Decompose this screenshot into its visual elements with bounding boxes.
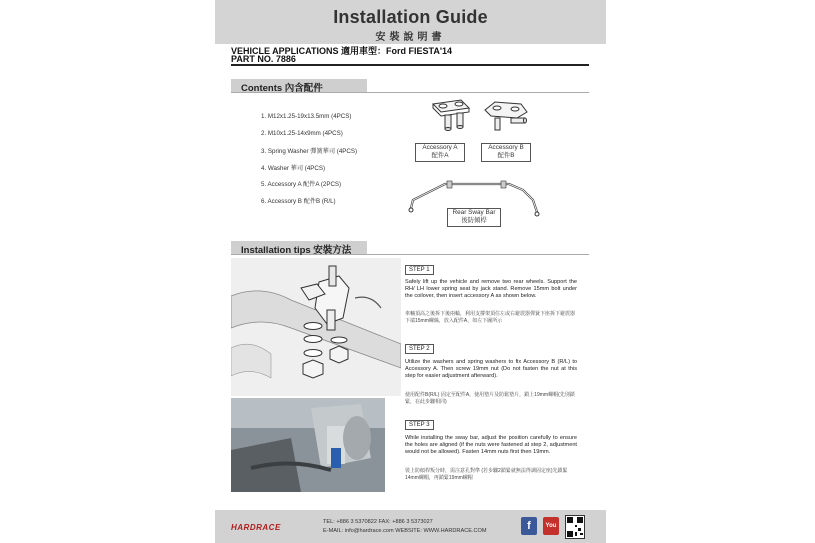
page-title: Installation Guide (333, 7, 488, 27)
sway-bar-en: Rear Sway Bar (452, 209, 496, 216)
contact-tel-fax: TEL: +886 3 5370822 FAX: +886 3 5373027 (323, 519, 433, 525)
qr-code-icon[interactable] (565, 515, 585, 539)
list-item: 1. M12x1.25-19x13.5mm (4PCS) (261, 113, 352, 120)
page-subtitle: 安裝說明書 (375, 32, 446, 43)
step-1-text: Safely lift up the vehicle and remove two rear wheels. Support the RH/ LH lower spring seat by jack stand. Remove 15mm bolt under the coilover, then insert accessory A as shown below. (405, 279, 577, 300)
contents-heading: Contents 內含配件 (241, 83, 323, 94)
accessory-b-drawing (481, 100, 533, 140)
step-3-cn: 裝上防傾桿叛分時，需注意孔對準 (若步驟2鎖緊就無法得調固定座)先鎖緊14mm螺帽，再鎖緊19mm螺帽 (405, 468, 568, 481)
list-item: 2. M10x1.25-14x9mm (4PCS) (261, 129, 343, 137)
hardrace-logo: HARDRACE (231, 523, 281, 532)
tips-section-bar (231, 241, 589, 255)
contact-email-web: E-MAIL: info@hardrace.com WEBSITE: WWW.HARDRACE.COM (323, 528, 487, 534)
step-2-label: STEP 2 (405, 344, 434, 354)
list-item: 6. Accessory B 配件B (R/L) (261, 197, 336, 205)
facebook-icon[interactable]: f (521, 517, 537, 535)
part-number: PART NO. 7886 (231, 54, 296, 64)
contents-list (261, 113, 357, 212)
accessory-b-cn: 配件B (497, 152, 515, 159)
accessory-b-label (481, 143, 531, 162)
accessory-a-cn: 配件A (431, 152, 449, 159)
step-3-text: While installing the sway bar, adjust the position carefully to ensure the holes are aligned (if the nuts were fastened at step 2, adjustment would not be allowed). Fasten 14mm nuts first then 19mm. (405, 435, 577, 456)
step-1-cn: 車輛頂高之後拆下後兩輪，利用支撐架頂住左或右避震器彈簧下座拆下避震器下端15mm螺絲，放入配件A，如左下圖所示 (405, 311, 576, 324)
sway-bar-cn: 後防傾桿 (461, 217, 487, 224)
accessory-a-label (415, 143, 465, 162)
vehicle-applications: VEHICLE APPLICATIONS 適用車型：Ford FIESTA'14 (231, 46, 452, 56)
header-banner (215, 0, 606, 44)
accessory-a-en: Accessory A (422, 144, 458, 151)
footer-bar (215, 510, 606, 543)
assembly-illustration (231, 258, 401, 396)
step-3-label: STEP 3 (405, 420, 434, 430)
step-1-label: STEP 1 (405, 265, 434, 275)
list-item: 5. Accessory A 配件A (2PCS) (261, 181, 342, 188)
list-item: 3. Spring Washer 彈簧華司 (4PCS) (261, 148, 358, 155)
installed-photo (231, 398, 385, 492)
step-2-text: Utilize the washers and spring washers to fix Accessory B (R/L) to Accessory A. Then screw 19mm nut (Do not fasten the nut at this step for easier adjustment afterward). (405, 359, 577, 380)
list-item: 4. Washer 華司 (4PCS) (261, 164, 326, 172)
accessory-a-drawing (427, 98, 475, 138)
step-2-cn: 使用配件B(R/L) 固定至配件A，使用墊片及防鬆墊片，鎖上19mm螺帽(先別鎖緊，在此步驟相同) (405, 392, 575, 405)
header-rule (231, 64, 589, 66)
youtube-icon[interactable]: You (543, 517, 559, 535)
sway-bar-label (447, 208, 501, 227)
tips-heading: Installation tips 安裝方法 (241, 245, 352, 256)
contents-section-bar (231, 79, 589, 93)
accessory-b-en: Accessory B (488, 144, 524, 151)
guide-page (215, 0, 606, 543)
